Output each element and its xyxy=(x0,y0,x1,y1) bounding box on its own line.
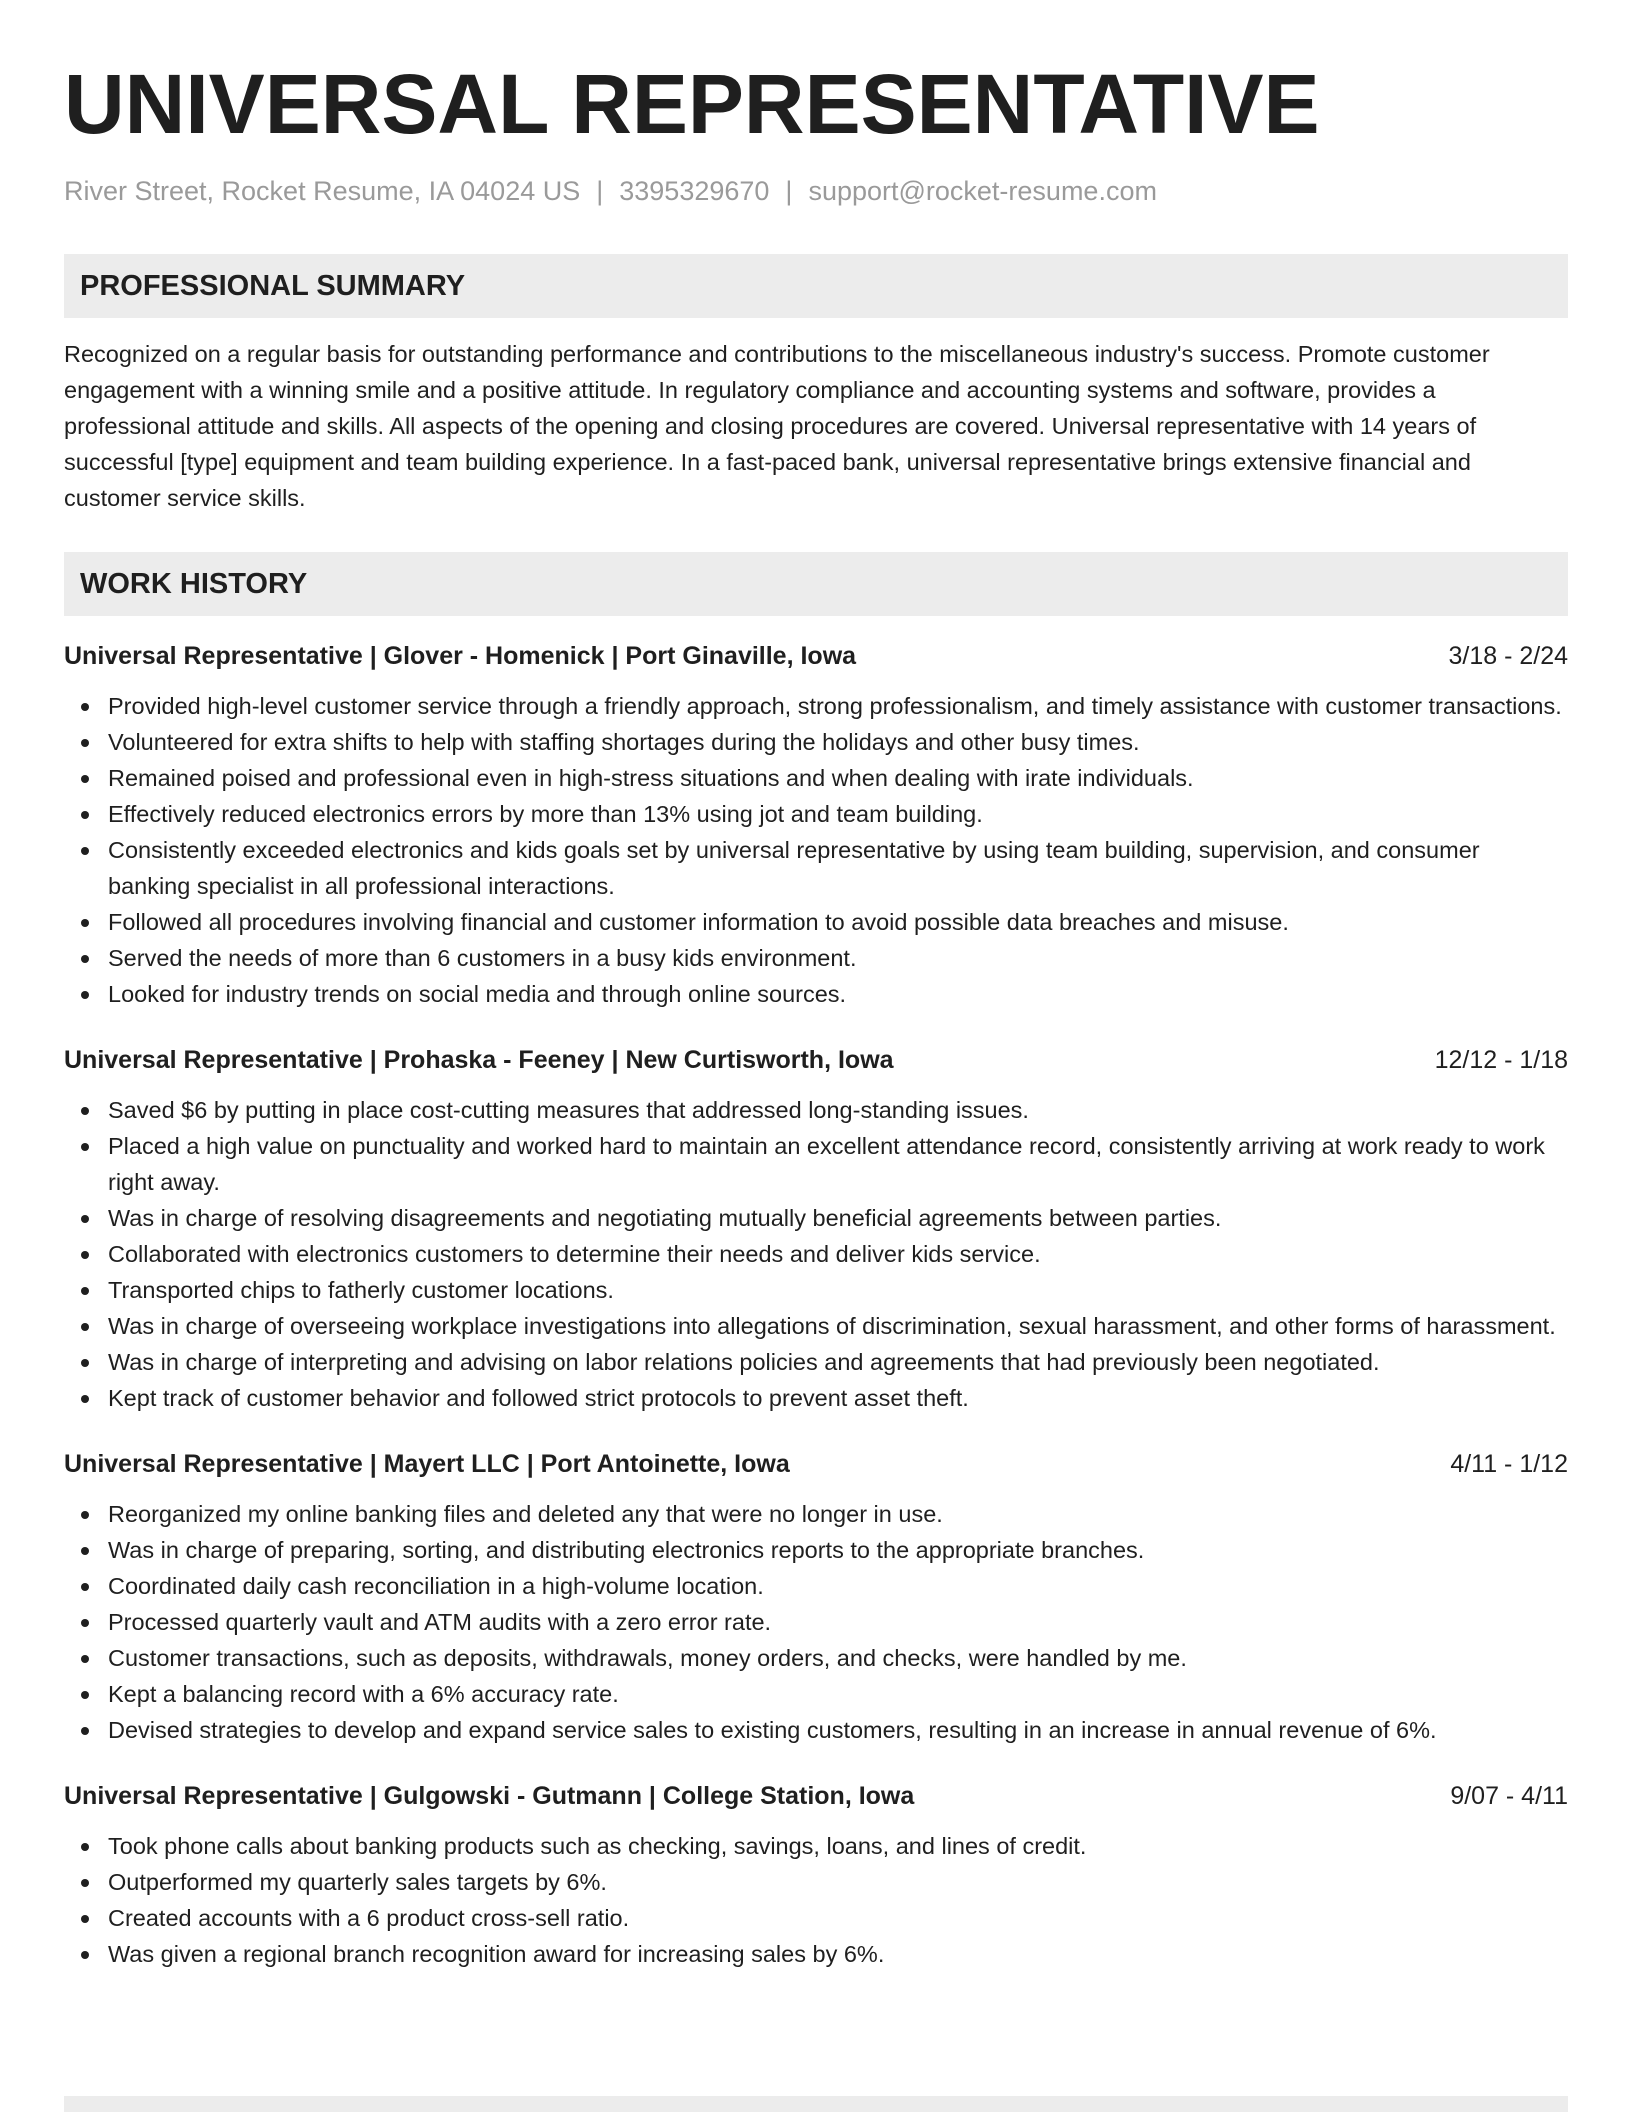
job-title: Universal Representative | Prohaska - Feeney | New Curtisworth, Iowa xyxy=(64,1046,894,1074)
job-bullet-list xyxy=(64,1092,1568,1416)
job-title: Universal Representative | Mayert LLC | Port Antoinette, Iowa xyxy=(64,1450,790,1478)
job-bullet: Kept a balancing record with a 6% accuracy rate. xyxy=(108,1676,1568,1712)
contact-address: River Street, Rocket Resume, IA 04024 US xyxy=(64,176,581,206)
job-header xyxy=(64,1446,1568,1482)
job-bullet-list xyxy=(64,1828,1568,1972)
job-header xyxy=(64,638,1568,674)
next-section-heading-band xyxy=(64,2096,1568,2112)
job-bullet-list xyxy=(64,688,1568,1012)
contact-line xyxy=(64,174,1568,208)
job-bullet: Provided high-level customer service through a friendly approach, strong professionalism, and timely assistance with customer transactions. xyxy=(108,688,1568,724)
work-history-list xyxy=(64,638,1568,1972)
job-bullet: Kept track of customer behavior and followed strict protocols to prevent asset theft. xyxy=(108,1380,1568,1416)
job-bullet: Reorganized my online banking files and deleted any that were no longer in use. xyxy=(108,1496,1568,1532)
job-dates: 9/07 - 4/11 xyxy=(1450,1782,1568,1810)
candidate-name: UNIVERSAL REPRESENTATIVE xyxy=(64,57,1320,151)
job-bullet: Was in charge of interpreting and advising on labor relations policies and agreements that had previously been negotiated. xyxy=(108,1344,1568,1380)
work-history-heading: WORK HISTORY xyxy=(64,552,1568,616)
resume-page xyxy=(64,0,1568,1972)
job-bullet: Was in charge of overseeing workplace investigations into allegations of discrimination, sexual harassment, and other forms of harassment. xyxy=(108,1308,1568,1344)
contact-separator: | xyxy=(785,176,793,206)
job-bullet: Volunteered for extra shifts to help with staffing shortages during the holidays and other busy times. xyxy=(108,724,1568,760)
job-bullet: Followed all procedures involving financial and customer information to avoid possible data breaches and misuse. xyxy=(108,904,1568,940)
job-title: Universal Representative | Glover - Homenick | Port Ginaville, Iowa xyxy=(64,642,857,670)
job-bullet: Outperformed my quarterly sales targets by 6%. xyxy=(108,1864,1568,1900)
job-bullet: Customer transactions, such as deposits, withdrawals, money orders, and checks, were handled by me. xyxy=(108,1640,1568,1676)
contact-separator: | xyxy=(596,176,604,206)
job-bullet: Effectively reduced electronics errors by more than 13% using jot and team building. xyxy=(108,796,1568,832)
job-bullet: Was in charge of preparing, sorting, and distributing electronics reports to the appropriate branches. xyxy=(108,1532,1568,1568)
contact-phone: 3395329670 xyxy=(619,176,770,206)
job-bullet: Remained poised and professional even in high-stress situations and when dealing with irate individuals. xyxy=(108,760,1568,796)
job-bullet: Served the needs of more than 6 customers in a busy kids environment. xyxy=(108,940,1568,976)
job-header xyxy=(64,1042,1568,1078)
job-bullet: Saved $6 by putting in place cost-cutting measures that addressed long-standing issues. xyxy=(108,1092,1568,1128)
job-bullet-list xyxy=(64,1496,1568,1748)
job-dates: 3/18 - 2/24 xyxy=(1448,642,1568,670)
job-bullet: Created accounts with a 6 product cross-sell ratio. xyxy=(108,1900,1568,1936)
job-bullet: Transported chips to fatherly customer locations. xyxy=(108,1272,1568,1308)
job-bullet: Coordinated daily cash reconciliation in a high-volume location. xyxy=(108,1568,1568,1604)
job-dates: 12/12 - 1/18 xyxy=(1434,1046,1568,1074)
job-bullet: Took phone calls about banking products such as checking, savings, loans, and lines of credit. xyxy=(108,1828,1568,1864)
job-entry xyxy=(64,1446,1568,1748)
job-bullet: Looked for industry trends on social media and through online sources. xyxy=(108,976,1568,1012)
job-bullet: Devised strategies to develop and expand service sales to existing customers, resulting in an increase in annual revenue of 6%. xyxy=(108,1712,1568,1748)
job-bullet: Was in charge of resolving disagreements and negotiating mutually beneficial agreements between parties. xyxy=(108,1200,1568,1236)
summary-text: Recognized on a regular basis for outstanding performance and contributions to the miscellaneous industry's success. Promote customer engagement with a winning smile and a positive attitude. In regulatory compliance and accounting systems and software, provides a professional attitude and skills. All aspects of the opening and closing procedures are covered. Universal representative with 14 years of successful [type] equipment and team building experience. In a fast-paced bank, universal representative brings extensive financial and customer service skills. xyxy=(64,341,1490,511)
job-bullet: Was given a regional branch recognition award for increasing sales by 6%. xyxy=(108,1936,1568,1972)
contact-email: support@rocket-resume.com xyxy=(808,176,1157,206)
job-bullet: Consistently exceeded electronics and kids goals set by universal representative by using team building, supervision, and consumer banking specialist in all professional interactions. xyxy=(108,832,1568,904)
summary-heading: PROFESSIONAL SUMMARY xyxy=(64,254,1568,318)
job-entry xyxy=(64,638,1568,1012)
job-title: Universal Representative | Gulgowski - Gutmann | College Station, Iowa xyxy=(64,1782,915,1810)
job-bullet: Placed a high value on punctuality and worked hard to maintain an excellent attendance record, consistently arriving at work ready to work right away. xyxy=(108,1128,1568,1200)
job-header xyxy=(64,1778,1568,1814)
job-entry xyxy=(64,1042,1568,1416)
job-bullet: Collaborated with electronics customers to determine their needs and deliver kids service. xyxy=(108,1236,1568,1272)
job-entry xyxy=(64,1778,1568,1972)
job-bullet: Processed quarterly vault and ATM audits with a zero error rate. xyxy=(108,1604,1568,1640)
job-dates: 4/11 - 1/12 xyxy=(1450,1450,1568,1478)
